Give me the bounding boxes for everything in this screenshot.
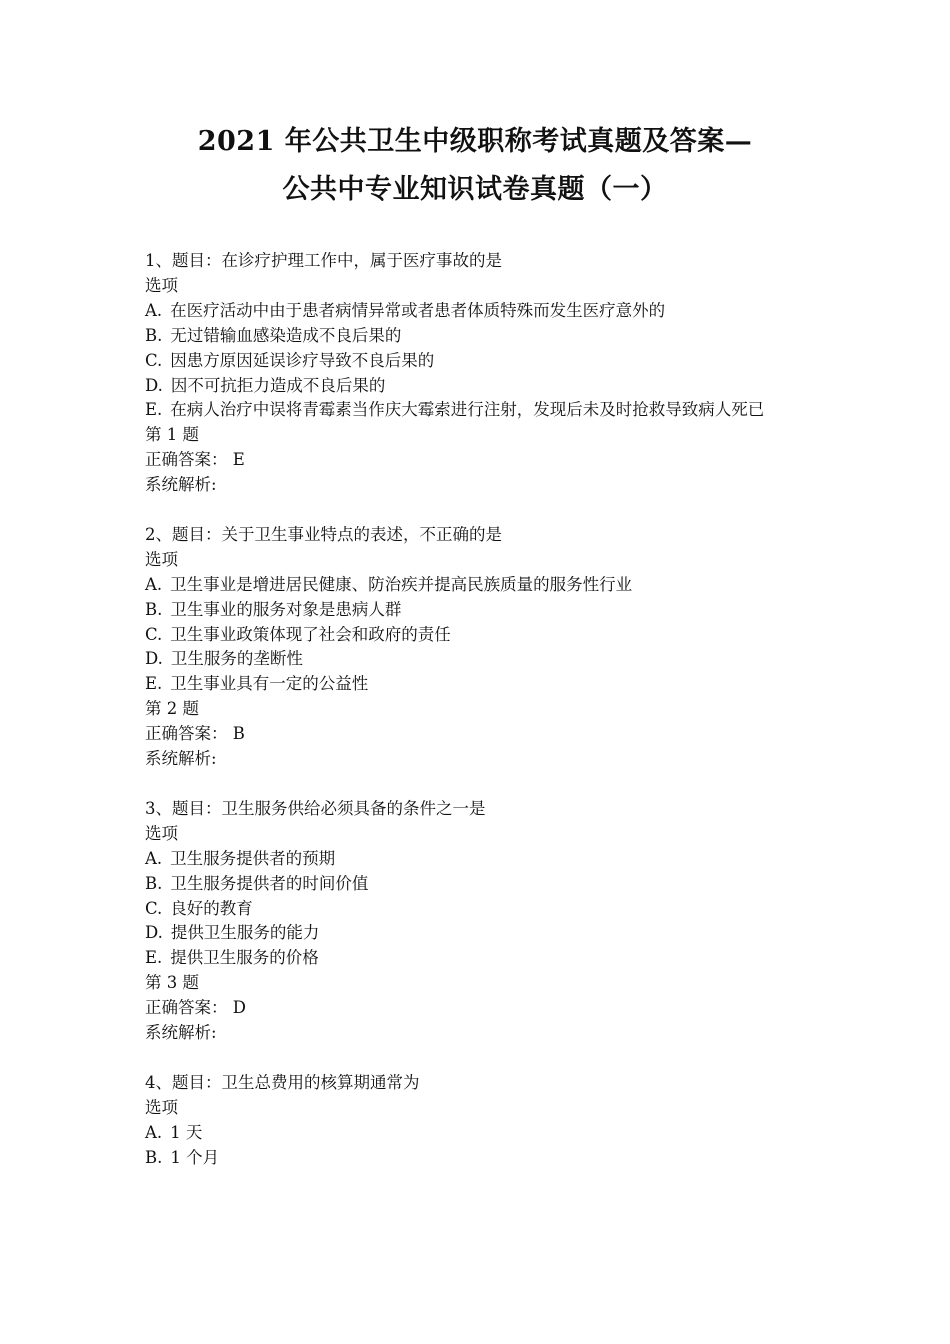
option-letter: A. [145, 574, 163, 594]
option-letter: A. [145, 300, 163, 320]
option-a [145, 1121, 817, 1146]
option-text: 因不可抗拒力造成不良后果的 [170, 375, 386, 395]
option-b [145, 1146, 817, 1171]
option-text: 卫生事业是增进居民健康、防治疾并提高民族质量的服务性行业 [170, 574, 633, 594]
options-label: 选项 [145, 549, 178, 569]
option-text: 卫生服务提供者的预期 [170, 848, 336, 868]
question-list [145, 249, 817, 1195]
question-prompt: 1、题目：在诊疗护理工作中，属于医疗事故的是 [145, 251, 502, 270]
question-prompt: 2、题目：关于卫生事业特点的表述，不正确的是 [145, 524, 502, 544]
correct-answer: 正确答案： D [145, 998, 246, 1018]
option-e [145, 672, 817, 697]
question-3 [145, 797, 817, 1046]
option-text: 1 个月 [170, 1147, 220, 1167]
option-text: 良好的教育 [170, 898, 253, 918]
correct-answer: 正确答案： B [145, 724, 245, 744]
option-text: 因患方原因延误诊疗导致不良后果的 [170, 350, 435, 370]
option-letter: D. [145, 375, 163, 395]
question-prompt: 3、题目：卫生服务供给必须具备的条件之一是 [145, 798, 486, 818]
option-text: 提供卫生服务的能力 [170, 923, 320, 943]
question-4 [145, 1071, 817, 1171]
option-text: 卫生事业的服务对象是患病人群 [170, 599, 402, 619]
options-label: 选项 [145, 1097, 178, 1117]
option-letter: B. [145, 325, 163, 345]
option-letter: C. [145, 624, 163, 644]
option-d [145, 647, 817, 672]
option-a [145, 573, 817, 598]
document-title [0, 118, 950, 214]
question-number: 第 1 题 [145, 425, 199, 445]
option-text: 提供卫生服务的价格 [170, 948, 319, 968]
system-analysis: 系统解析: [145, 1023, 217, 1043]
option-c [145, 897, 817, 922]
option-letter: A. [145, 848, 163, 868]
system-analysis: 系统解析: [145, 749, 217, 769]
option-letter: B. [145, 1147, 163, 1167]
option-letter: D. [145, 649, 163, 669]
option-letter: A. [145, 1122, 163, 1142]
option-d [145, 921, 817, 946]
option-letter: E. [145, 948, 163, 968]
option-letter: C. [145, 350, 163, 370]
option-text: 卫生事业政策体现了社会和政府的责任 [170, 624, 451, 644]
option-c [145, 349, 817, 374]
option-letter: E. [145, 400, 163, 420]
option-letter: D. [145, 923, 163, 943]
question-prompt: 4、题目：卫生总费用的核算期通常为 [145, 1072, 420, 1092]
option-text: 1 天 [170, 1122, 203, 1142]
options-label: 选项 [145, 823, 178, 843]
option-c [145, 623, 817, 648]
question-number: 第 3 题 [145, 973, 199, 993]
option-text: 无过错输血感染造成不良后果的 [170, 325, 402, 345]
option-d [145, 374, 817, 399]
option-e [145, 946, 817, 971]
options-label: 选项 [145, 275, 178, 295]
option-letter: E. [145, 674, 163, 694]
option-b [145, 324, 817, 349]
option-text: 卫生服务的垄断性 [170, 649, 303, 669]
option-text: 卫生事业具有一定的公益性 [170, 674, 369, 694]
question-number: 第 2 题 [145, 699, 199, 719]
option-text: 卫生服务提供者的时间价值 [170, 873, 369, 893]
question-1 [145, 249, 817, 498]
option-letter: B. [145, 873, 163, 893]
option-e [145, 398, 817, 423]
correct-answer: 正确答案： E [145, 450, 245, 470]
title-line-1: 2021 年公共卫生中级职称考试真题及答案— [197, 126, 753, 157]
option-a [145, 847, 817, 872]
option-b [145, 598, 817, 623]
title-line-2: 公共中专业知识试卷真题（一） [282, 174, 668, 205]
option-b [145, 872, 817, 897]
option-letter: B. [145, 599, 163, 619]
question-2 [145, 523, 817, 772]
option-letter: C. [145, 898, 163, 918]
option-a [145, 299, 817, 324]
system-analysis: 系统解析: [145, 475, 217, 495]
option-text: 在医疗活动中由于患者病情异常或者患者体质特殊而发生医疗意外的 [170, 300, 666, 320]
option-text: 在病人治疗中误将青霉素当作庆大霉索进行注射，发现后未及时抢救导致病人死已 [170, 400, 765, 420]
